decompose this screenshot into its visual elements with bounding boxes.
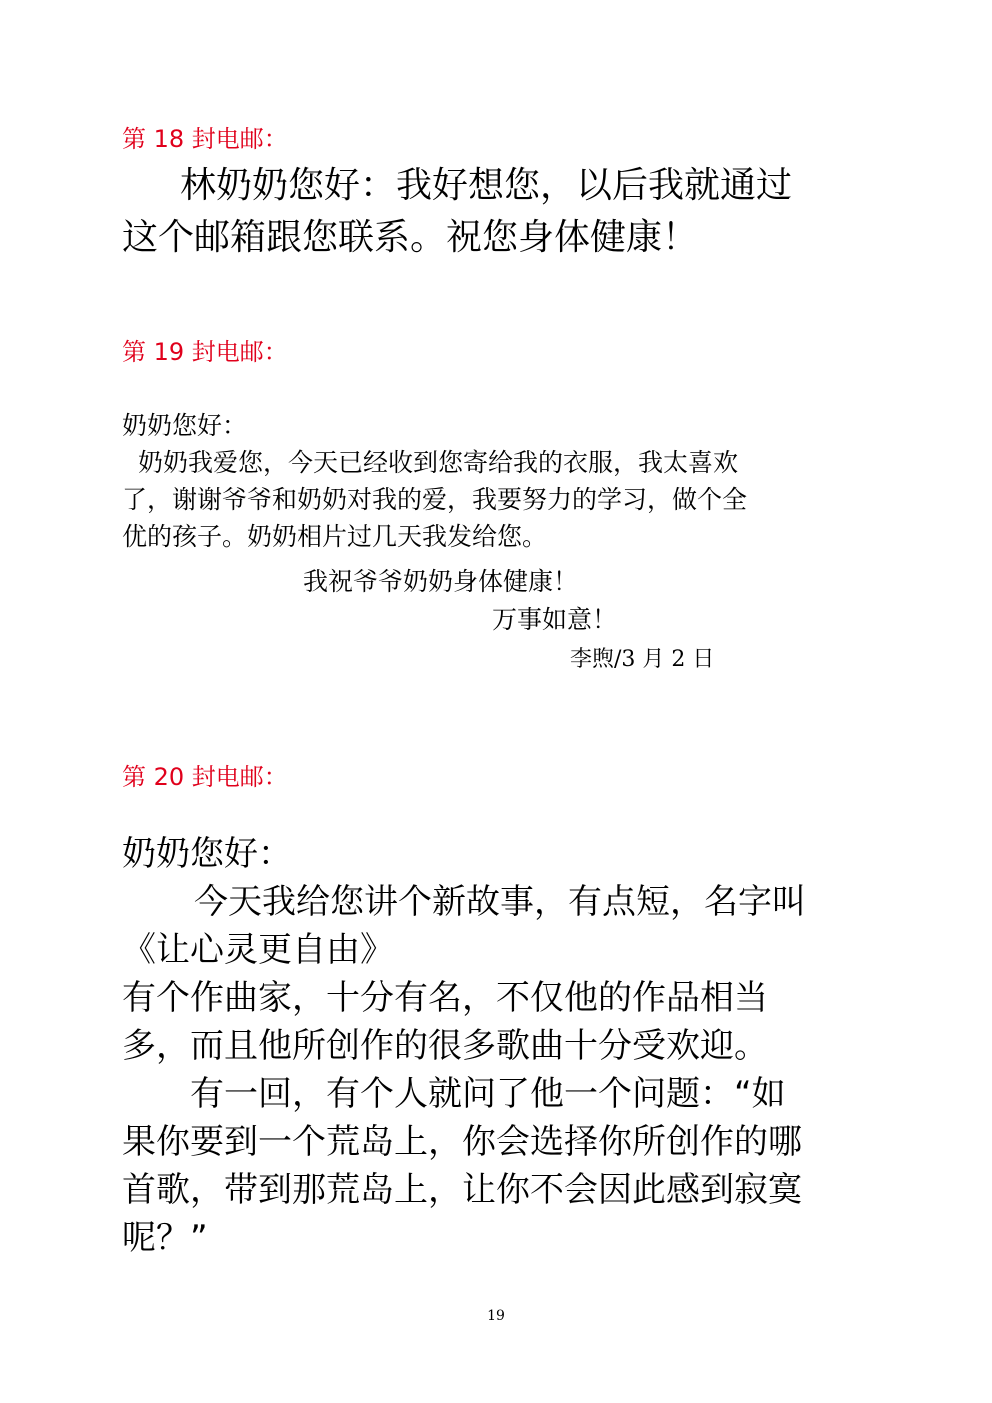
email-20-line-1: 今天我给您讲个新故事，有点短，名字叫 bbox=[194, 882, 806, 922]
email-18-header: 第 18 封电邮： bbox=[122, 125, 288, 153]
email-19-greeting: 奶奶您好： bbox=[122, 411, 248, 440]
email-18-line-1: 林奶奶您好：我好想您，以后我就通过 bbox=[180, 165, 793, 206]
email-19-wish-2: 万事如意！ bbox=[492, 605, 618, 634]
email-18-body bbox=[122, 160, 792, 264]
email-20-line-3: 有个作曲家，十分有名，不仅他的作品相当 bbox=[122, 978, 768, 1018]
page-number: 19 bbox=[487, 1308, 505, 1324]
email-20-header: 第 20 封电邮： bbox=[122, 763, 288, 791]
email-18-line-2: 这个邮箱跟您联系。祝您身体健康！ bbox=[122, 217, 699, 258]
email-20-line-5: 有一回，有个人就问了他一个问题：“如 bbox=[190, 1074, 786, 1114]
email-20-body bbox=[122, 830, 806, 1262]
email-20-line-4: 多，而且他所创作的很多歌曲十分受欢迎。 bbox=[122, 1026, 768, 1066]
email-20-line-6: 果你要到一个荒岛上，你会选择你所创作的哪 bbox=[122, 1122, 802, 1162]
email-19-wish-1: 我祝爷爷奶奶身体健康！ bbox=[303, 567, 579, 596]
email-19-signature: 李煦/3 月 2 日 bbox=[570, 647, 715, 672]
email-19-line-3: 优的孩子。奶奶相片过几天我发给您。 bbox=[122, 522, 548, 551]
email-19-line-1: 奶奶我爱您，今天已经收到您寄给我的衣服，我太喜欢 bbox=[138, 448, 739, 477]
email-20-line-7: 首歌，带到那荒岛上，让你不会因此感到寂寞 bbox=[122, 1170, 802, 1210]
email-19-line-2: 了，谢谢爷爷和奶奶对我的爱，我要努力的学习，做个全 bbox=[122, 485, 748, 514]
email-19-body bbox=[122, 407, 747, 555]
email-20-line-2: 《让心灵更自由》 bbox=[122, 930, 394, 970]
email-20-line-8: 呢？” bbox=[122, 1218, 208, 1258]
email-20-greeting: 奶奶您好： bbox=[122, 834, 292, 874]
email-19-header: 第 19 封电邮： bbox=[122, 338, 288, 366]
